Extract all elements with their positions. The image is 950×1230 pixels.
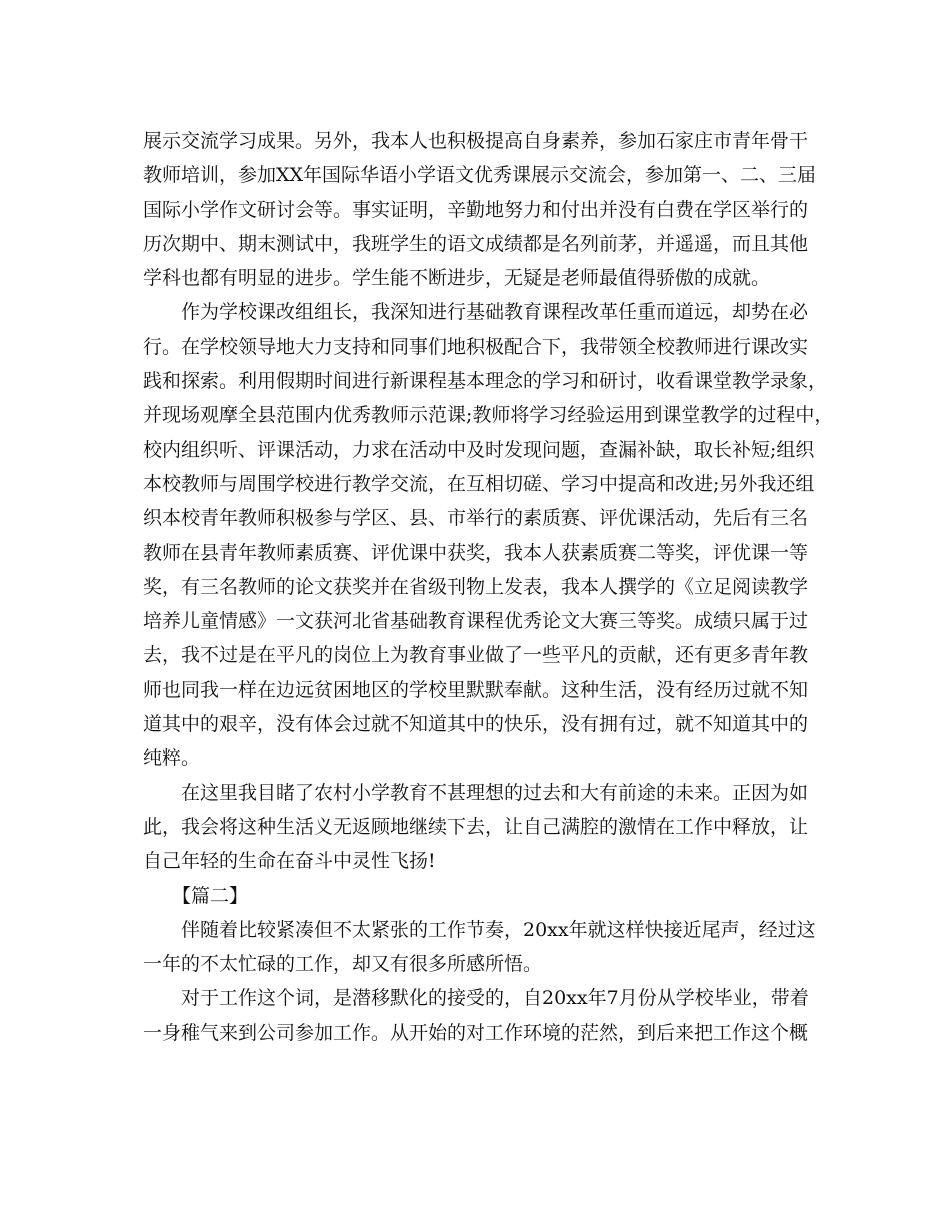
- paragraph-start-line: 在这里我目睹了农村小学教育不甚理想的过去和大有前途的未来。正因为如: [181, 781, 809, 804]
- text-line: 历次期中、期末测试中，我班学生的语文成绩都是名列前茅，并遥遥，而且其他: [143, 232, 809, 255]
- text-line: 师也同我一样在边远贫困地区的学校里默默奉献。这种生活，没有经历过就不知: [143, 678, 809, 701]
- text-line: 学科也都有明显的进步。学生能不断进步，无疑是老师最值得骄傲的成就。: [143, 267, 771, 290]
- text-line: 纯粹。: [143, 747, 201, 770]
- text-line: 培养儿童情感》一文获河北省基础教育课程优秀论文大赛三等奖。成绩只属于过: [143, 610, 809, 633]
- text-line: 教师培训，参加XX年国际华语小学语文优秀课展示交流会，参加第一、二、三届: [143, 164, 817, 187]
- text-line: 此，我会将这种生活义无返顾地继续下去，让自己满腔的激情在工作中释放，让: [143, 815, 809, 838]
- text-line: 教师在县青年教师素质赛、评优课中获奖，我本人获素质赛二等奖，评优课一等: [143, 541, 809, 564]
- text-line: 校内组织听、评课活动，力求在活动中及时发现问题，查漏补缺，取长补短;组织: [143, 438, 815, 461]
- text-line: 本校教师与周围学校进行教学交流，在互相切磋、学习中提高和改进;另外我还组: [143, 472, 815, 495]
- text-line: 并现场观摩全县范围内优秀教师示范课;教师将学习经验运用到课堂教学的过程中，: [143, 404, 834, 427]
- section-heading: 【篇二】: [172, 884, 249, 907]
- text-line: 去，我不过是在平凡的岗位上为教育事业做了一些平凡的贡献，还有更多青年教: [143, 644, 809, 667]
- document-body: [143, 124, 834, 1050]
- text-line: 奖，有三名教师的论文获奖并在省级刊物上发表，我本人撰学的《立足阅读教学: [143, 575, 809, 598]
- text-line: 一年的不太忙碌的工作，却又有很多所感所悟。: [143, 953, 543, 976]
- paragraph-start-line: 作为学校课改组组长，我深知进行基础教育课程改革任重而道远，却势在必: [181, 301, 809, 324]
- text-line: 国际小学作文研讨会等。事实证明，辛勤地努力和付出并没有白费在学区举行的: [143, 198, 809, 221]
- text-line: 展示交流学习成果。另外，我本人也积极提高自身素养，参加石家庄市青年骨干: [143, 130, 809, 152]
- text-line: 践和探索。利用假期时间进行新课程基本理念的学习和研讨，收看课堂教学录象，: [143, 370, 828, 393]
- paragraph-start-line: 对于工作这个词，是潜移默化的接受的，自20xx年7月份从学校毕业，带着: [181, 987, 809, 1010]
- text-line: 一身稚气来到公司参加工作。从开始的对工作环境的茫然，到后来把工作这个概: [143, 1021, 809, 1044]
- text-line: 自己年轻的生命在奋斗中灵性飞扬!: [143, 850, 436, 873]
- text-line: 织本校青年教师积极参与学区、县、市举行的素质赛、评优课活动，先后有三名: [143, 507, 809, 530]
- text-line: 道其中的艰辛，没有体会过就不知道其中的快乐，没有拥有过，就不知道其中的: [143, 713, 809, 736]
- text-line: 行。在学校领导地大力支持和同事们地积极配合下，我带领全校教师进行课改实: [143, 335, 809, 358]
- paragraph-start-line: 伴随着比较紧凑但不太紧张的工作节奏，20xx年就这样快接近尾声，经过这: [181, 918, 816, 941]
